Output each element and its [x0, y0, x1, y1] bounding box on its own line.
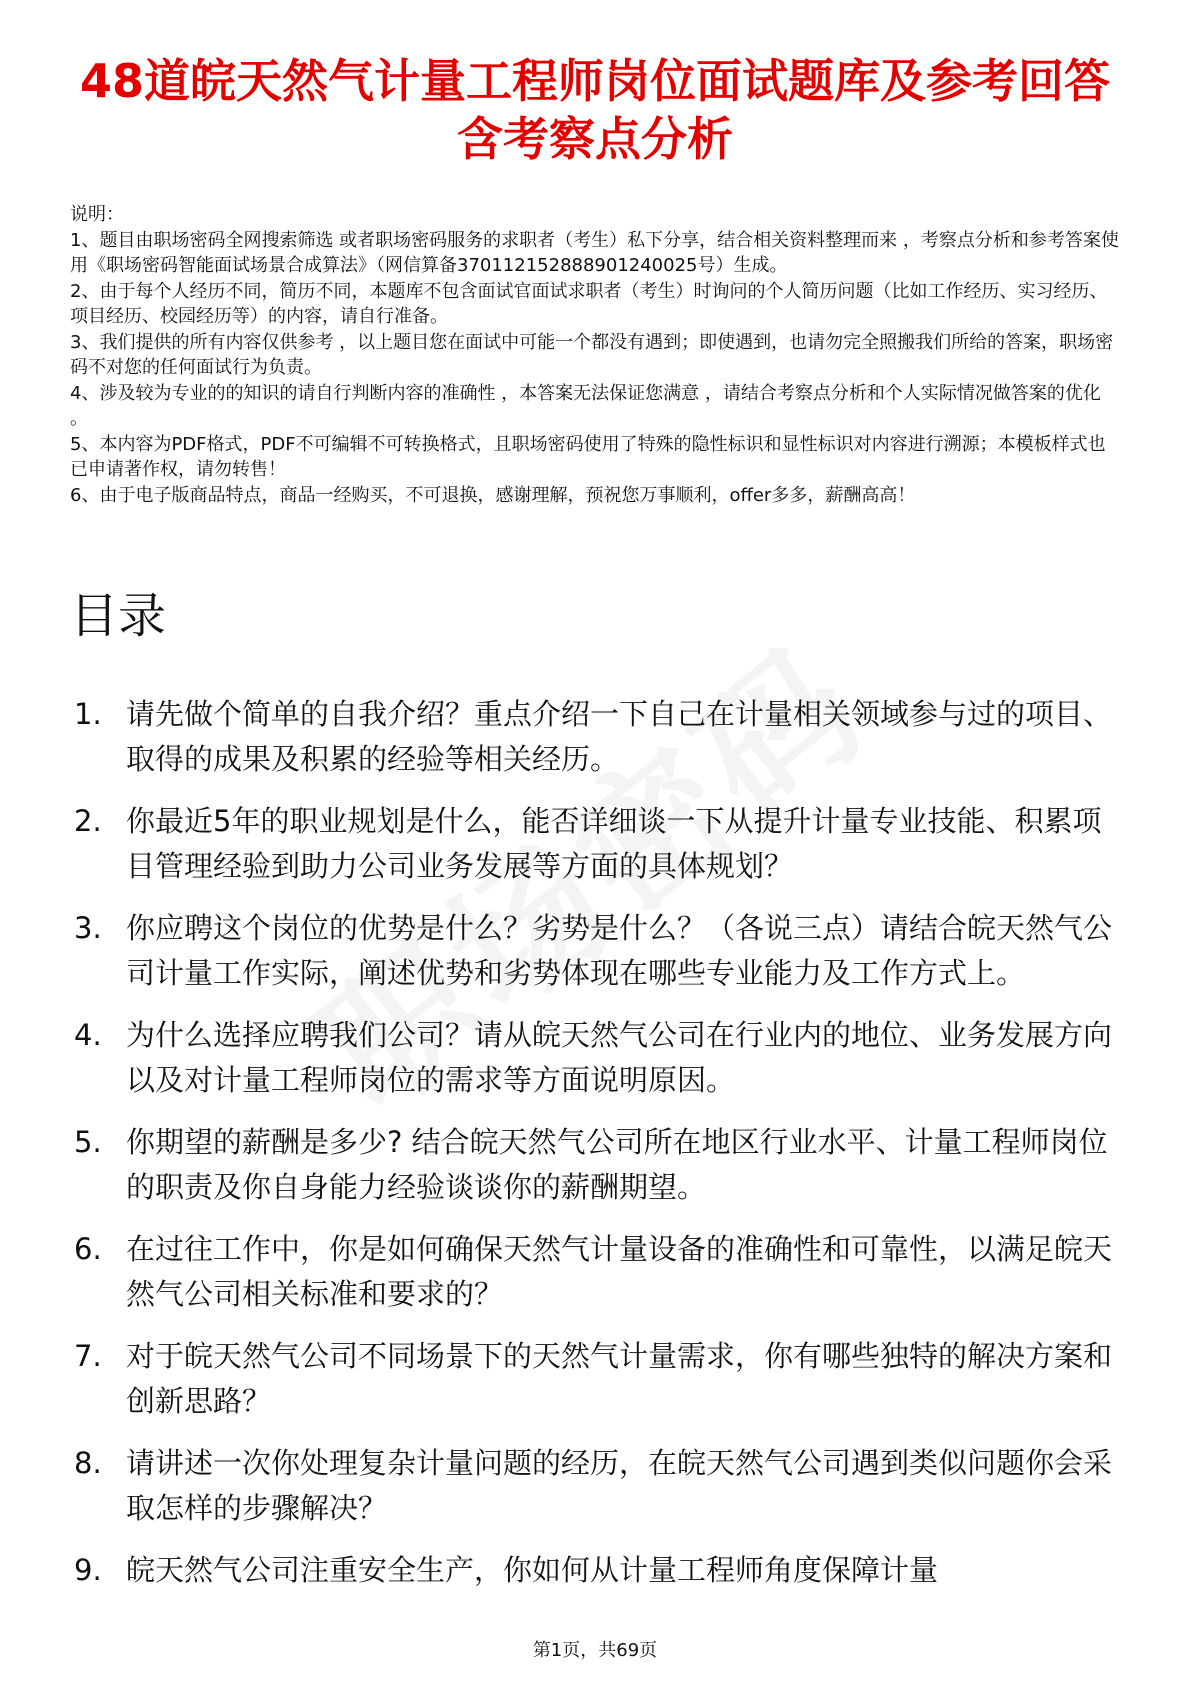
toc-item-number: 6.: [74, 1232, 102, 1266]
note-item: 4、涉及较为专业的的知识的请自行判断内容的准确性 ，本答案无法保证您满意 ，请结合考察点分析和个人实际情况做答案的优化 。: [70, 382, 1101, 429]
toc-item[interactable]: [70, 692, 1130, 782]
toc-item-text: 你应聘这个岗位的优势是什么？劣势是什么？（各说三点）请结合皖天然气公司计量工作实际，阐述优势和劣势体现在哪些专业能力及工作方式上。: [126, 911, 1113, 990]
toc-item-number: 4.: [74, 1018, 102, 1052]
toc-item-number: 7.: [74, 1339, 102, 1373]
toc-heading: 目录: [70, 588, 167, 644]
toc-item-text: 你最近5年的职业规划是什么，能否详细谈一下从提升计量专业技能、积累项目管理经验到助力公司业务发展等方面的具体规划？: [126, 804, 1102, 883]
toc-item[interactable]: [70, 1334, 1130, 1424]
toc-item-text: 请讲述一次你处理复杂计量问题的经历，在皖天然气公司遇到类似问题你会采取怎样的步骤解决？: [126, 1446, 1113, 1525]
toc-item[interactable]: [70, 1441, 1130, 1531]
toc-item[interactable]: [70, 1227, 1130, 1317]
note-item: 3、我们提供的所有内容仅供参考 ，以上题目您在面试中可能一个都没有遇到；即使遇到，也请勿完全照搬我们所给的答案，职场密码不对您的任何面试行为负责。: [70, 331, 1114, 378]
toc-item[interactable]: [70, 906, 1130, 996]
note-item: 5、本内容为PDF格式，PDF不可编辑不可转换格式，且职场密码使用了特殊的隐性标识和显性标识对内容进行溯源；本模板样式也已申请著作权，请勿转售！: [70, 433, 1106, 480]
document-title: 48道皖天然气计量工程师岗位面试题库及参考回答含考察点分析: [79, 54, 1110, 166]
toc-item[interactable]: [70, 1120, 1130, 1210]
toc-item-number: 1.: [74, 697, 102, 731]
toc-list: [70, 692, 1130, 1610]
toc-item-number: 2.: [74, 804, 102, 838]
note-item: 6、由于电子版商品特点，商品一经购买，不可退换，感谢理解，预祝您万事顺利，offer多多，薪酬高高！: [70, 484, 916, 506]
toc-item-text: 为什么选择应聘我们公司？请从皖天然气公司在行业内的地位、业务发展方向以及对计量工程师岗位的需求等方面说明原因。: [126, 1018, 1113, 1097]
toc-item-text: 对于皖天然气公司不同场景下的天然气计量需求，你有哪些独特的解决方案和创新思路？: [126, 1339, 1113, 1418]
toc-item-number: 8.: [74, 1446, 102, 1480]
toc-item-number: 3.: [74, 911, 102, 945]
toc-item[interactable]: [70, 799, 1130, 889]
note-item: 2、由于每个人经历不同，简历不同，本题库不包含面试官面试求职者（考生）时询问的个人简历问题（比如工作经历、实习经历、项目经历、校园经历等）的内容，请自行准备。: [70, 280, 1108, 327]
toc-item-text: 请先做个简单的自我介绍？重点介绍一下自己在计量相关领域参与过的项目、取得的成果及积累的经验等相关经历。: [126, 697, 1113, 776]
toc-item-text: 皖天然气公司注重安全生产，你如何从计量工程师角度保障计量: [126, 1553, 939, 1587]
note-item: 1、题目由职场密码全网搜索筛选 或者职场密码服务的求职者（考生）私下分享，结合相关资料整理而来 ，考察点分析和参考答案使用《职场密码智能面试场景合成算法》（网信算备370112152888901240025号）生成。: [70, 229, 1119, 276]
toc-item-text: 在过往工作中，你是如何确保天然气计量设备的准确性和可靠性，以满足皖天然气公司相关标准和要求的？: [126, 1232, 1113, 1311]
notes-section: [70, 202, 1122, 508]
toc-item[interactable]: [70, 1013, 1130, 1103]
toc-item-number: 5.: [74, 1125, 102, 1159]
notes-heading: 说明：: [70, 204, 124, 225]
page-footer: 第1页，共69页: [532, 1640, 658, 1661]
toc-item[interactable]: [70, 1548, 1130, 1593]
toc-item-text: 你期望的薪酬是多少? 结合皖天然气公司所在地区行业水平、计量工程师岗位的职责及你自身能力经验谈谈你的薪酬期望。: [126, 1125, 1108, 1204]
toc-item-number: 9.: [74, 1553, 102, 1587]
